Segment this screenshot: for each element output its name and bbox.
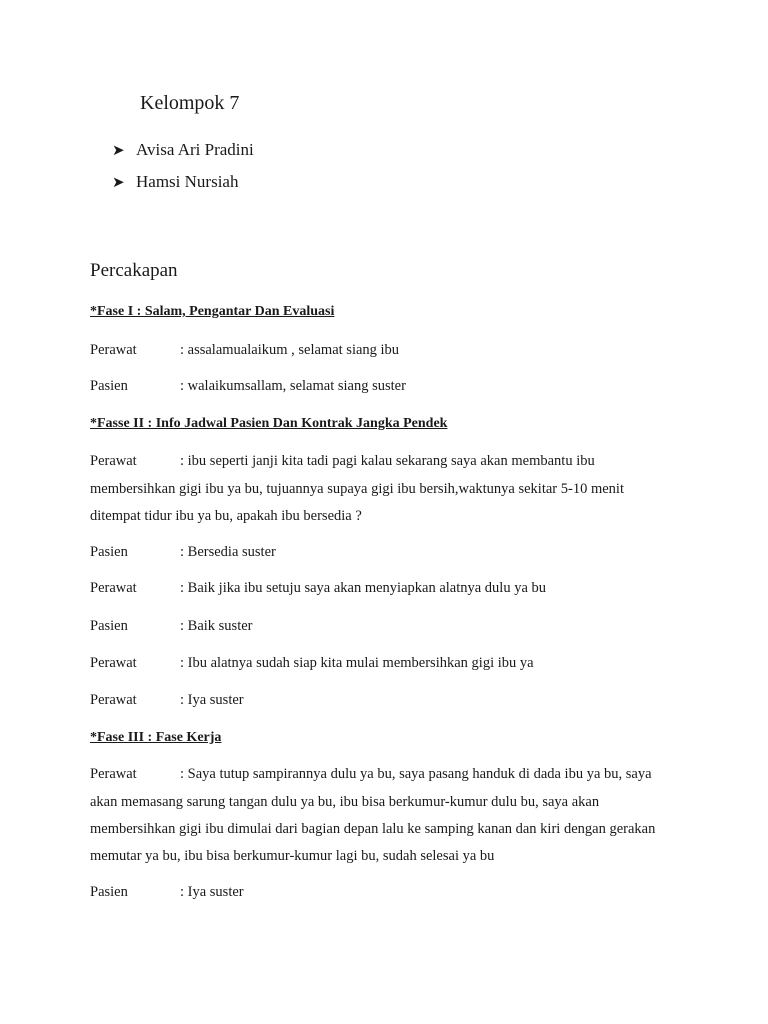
dialogue-line bbox=[90, 447, 690, 475]
dialogue-continuation: membersihkan gigi ibu dimulai dari bagian depan lalu ke samping kanan dan kiri dengan gerakan bbox=[90, 821, 656, 837]
dialogue-text: : Iya suster bbox=[180, 884, 244, 900]
dialogue-line bbox=[90, 686, 690, 714]
phase-heading: *Fase III : Fase Kerja bbox=[90, 730, 222, 745]
dialogue-text: : walaikumsallam, selamat siang suster bbox=[180, 378, 406, 394]
phase-heading: *Fasse II : Info Jadwal Pasien Dan Kontrak Jangka Pendek bbox=[90, 416, 448, 431]
dialogue-text: : Bersedia suster bbox=[180, 544, 276, 560]
speaker-label: Pasien bbox=[90, 544, 128, 560]
dialogue-text: : Iya suster bbox=[180, 692, 244, 708]
member-name: Hamsi Nursiah bbox=[136, 172, 239, 191]
dialogue-text: : Baik jika ibu setuju saya akan menyiapkan alatnya dulu ya bu bbox=[180, 580, 547, 596]
dialogue-text: : Baik suster bbox=[180, 618, 253, 634]
dialogue-text: : ibu seperti janji kita tadi pagi kalau sekarang saya akan membantu ibu bbox=[180, 453, 595, 469]
dialogue-line bbox=[90, 878, 690, 906]
speaker-label: Perawat bbox=[90, 692, 137, 708]
dialogue-continuation: memutar ya bu, ibu bisa berkumur-kumur lagi bu, sudah selesai ya bu bbox=[90, 848, 495, 864]
section-title: Percakapan bbox=[90, 260, 178, 281]
speaker-label: Perawat bbox=[90, 342, 137, 358]
group-title: Kelompok 7 bbox=[140, 92, 240, 114]
speaker-label: Perawat bbox=[90, 453, 137, 469]
arrow-bullet-icon: ➤ bbox=[112, 143, 125, 159]
dialogue-line bbox=[90, 649, 690, 677]
phase-heading: *Fase I : Salam, Pengantar Dan Evaluasi bbox=[90, 304, 335, 319]
dialogue-line bbox=[90, 612, 690, 640]
member-name: Avisa Ari Pradini bbox=[136, 140, 254, 159]
speaker-label: Pasien bbox=[90, 378, 128, 394]
dialogue-text: : Ibu alatnya sudah siap kita mulai membersihkan gigi ibu ya bbox=[180, 655, 534, 671]
speaker-label: Pasien bbox=[90, 618, 128, 634]
dialogue-line bbox=[90, 574, 690, 602]
dialogue-line bbox=[90, 538, 690, 566]
member-item bbox=[112, 172, 238, 192]
dialogue-line bbox=[90, 336, 690, 364]
member-item bbox=[112, 140, 254, 160]
dialogue-line bbox=[90, 372, 690, 400]
dialogue-continuation: membersihkan gigi ibu ya bu, tujuannya supaya gigi ibu bersih,waktunya sekitar 5-10 menit bbox=[90, 481, 624, 497]
dialogue-continuation: ditempat tidur ibu ya bu, apakah ibu bersedia ? bbox=[90, 508, 362, 524]
speaker-label: Pasien bbox=[90, 884, 128, 900]
arrow-bullet-icon: ➤ bbox=[112, 175, 125, 191]
speaker-label: Perawat bbox=[90, 580, 137, 596]
dialogue-continuation: akan memasang sarung tangan dulu ya bu, ibu bisa berkumur-kumur dulu bu, saya akan bbox=[90, 794, 600, 810]
speaker-label: Perawat bbox=[90, 655, 137, 671]
dialogue-text: : Saya tutup sampirannya dulu ya bu, saya pasang handuk di dada ibu ya bu, saya bbox=[180, 766, 652, 782]
dialogue-text: : assalamualaikum , selamat siang ibu bbox=[180, 342, 400, 358]
dialogue-line bbox=[90, 760, 690, 788]
speaker-label: Perawat bbox=[90, 766, 137, 782]
